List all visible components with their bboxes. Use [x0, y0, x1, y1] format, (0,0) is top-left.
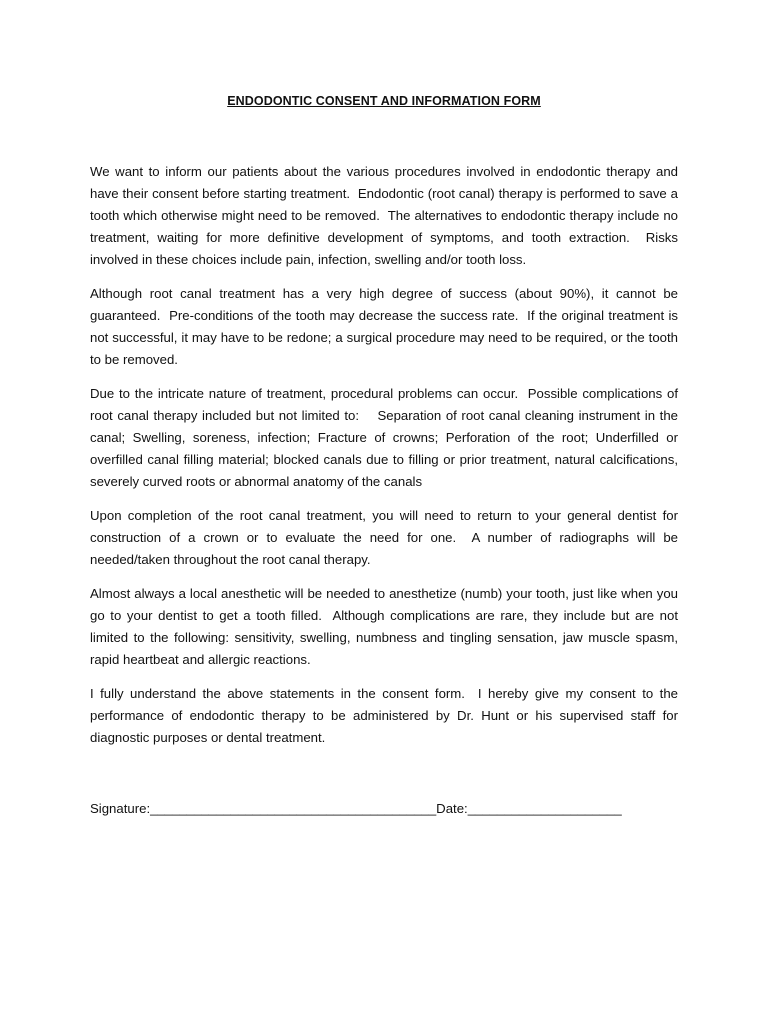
paragraph-introduction: We want to inform our patients about the various procedures involved in endodontic therapy and have their consent before starting treatment. Endodontic (root canal) therapy is performed to save a tooth which otherwise might need to be removed. The alternatives to endodontic therapy include no treatment, waiting for more definitive development of symptoms, and tooth extraction. Risks involved in these choices include pain, infection, swelling and/or tooth loss.	[90, 164, 682, 267]
form-title: ENDODONTIC CONSENT AND INFORMATION FORM	[227, 94, 541, 108]
signature-field[interactable]: _______________________________________	[150, 801, 437, 816]
paragraph-success-rate: Although root canal treatment has a very high degree of success (about 90%), it cannot be guaranteed. Pre-conditions of the tooth may decrease the success rate. If the original treatment is not successful, it may have to be redone; a surgical procedure may need to be required, or the tooth to be removed.	[90, 286, 682, 367]
date-label: Date:	[436, 801, 468, 816]
paragraph-completion: Upon completion of the root canal treatment, you will need to return to your general dentist for construction of a crown or to evaluate the need for one. A number of radiographs will be needed/taken throughout the root canal therapy.	[90, 508, 682, 567]
form-body	[90, 161, 682, 761]
paragraph-anesthetic: Almost always a local anesthetic will be needed to anesthetize (numb) your tooth, just like when you go to your dentist to get a tooth filled. Although complications are rare, they include but are not limited to the following: sensitivity, swelling, numbness and tingling sensation, jaw muscle spasm, rapid heartbeat and allergic reactions.	[90, 586, 682, 667]
paragraph-consent: I fully understand the above statements in the consent form. I hereby give my consent to the performance of endodontic therapy to be administered by Dr. Hunt or his supervised staff for diagnostic purposes or dental treatment.	[90, 686, 682, 745]
signature-row	[90, 798, 622, 820]
signature-label: Signature:	[90, 801, 151, 816]
date-field[interactable]: _____________________	[467, 801, 622, 816]
paragraph-complications: Due to the intricate nature of treatment, procedural problems can occur. Possible complications of root canal therapy included but not limited to: Separation of root canal cleaning instrument in the canal; Swelling, soreness, infection; Fracture of crowns; Perforation of the root; Underfilled or overfilled canal filling material; blocked canals due to filling or prior treatment, natural calcifications, severely curved roots or abnormal anatomy of the canals	[90, 386, 682, 489]
